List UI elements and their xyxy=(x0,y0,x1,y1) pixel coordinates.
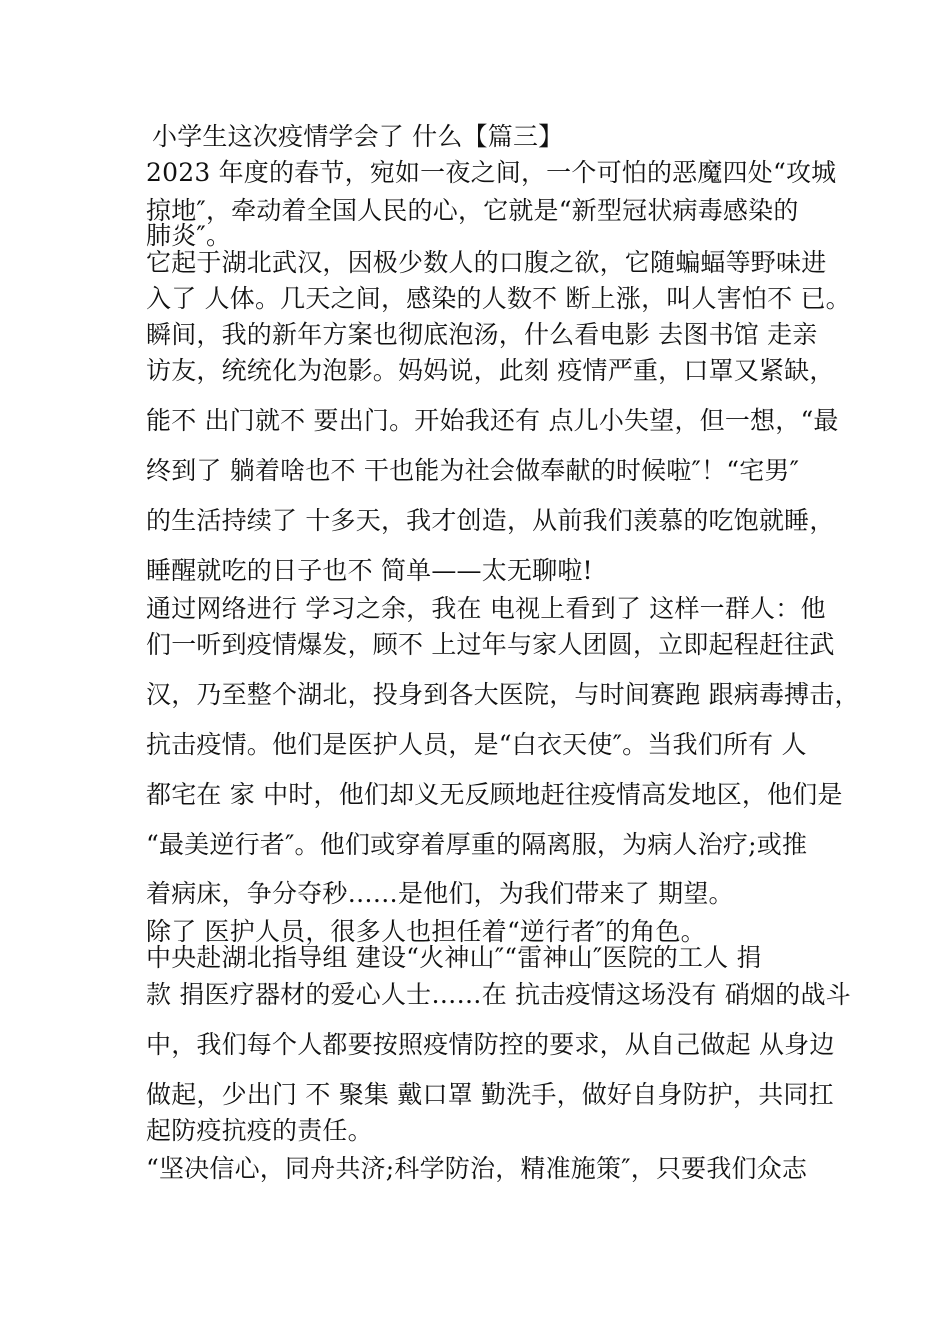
text-line: 汉，乃至整个湖北，投身到各大医院，与时间赛跑 跟病毒搏击， xyxy=(146,680,860,709)
text-line: 中，我们每个人都要按照疫情防控的要求，从自己做起 从身边 xyxy=(146,1030,835,1059)
text-line: 2023 年度的春节，宛如一夜之间，一个可怕的恶魔四处“攻城 xyxy=(146,158,837,187)
text-line: 入了 人体。几天之间，感染的人数不 断上涨，叫人害怕不 已。 xyxy=(146,284,851,313)
document-title: 小学生这次疫情学会了 什么【篇三】 xyxy=(152,122,564,151)
text-line: 做起，少出门 不 聚集 戴口罩 勤洗手，做好自身防护，共同扛 xyxy=(146,1080,834,1109)
text-line: “最美逆行者″。他们或穿着厚重的隔离服，为病人治疗;或推 xyxy=(146,830,808,859)
text-line: 能不 出门就不 要出门。开始我还有 点儿小失望，但一想，“最 xyxy=(146,406,839,435)
text-line: 都宅在 家 中时，他们却义无反顾地赶往疫情高发地区，他们是 xyxy=(146,780,843,809)
text-line: 起防疫抗疫的责任。 xyxy=(146,1116,373,1145)
text-line: 抗击疫情。他们是医护人员，是“白衣天使″。当我们所有 人 xyxy=(146,730,807,759)
text-line: 除了 医护人员，很多人也担任着“逆行者″的角色。 xyxy=(146,917,706,946)
text-line: 着病床，争分夺秒……是他们，为我们带来了 期望。 xyxy=(146,879,734,908)
text-line: 款 捐医疗器材的爱心人士……在 抗击疫情这场没有 硝烟的战斗 xyxy=(146,980,851,1009)
text-line: 通过网络进行 学习之余，我在 电视上看到了 这样一群人：他 xyxy=(146,594,826,623)
text-line: 肺炎″。 xyxy=(146,221,232,250)
text-line: 睡醒就吃的日子也不 简单——太无聊啦! xyxy=(146,556,593,585)
text-line: “坚决信心，同舟共济;科学防治，精准施策″，只要我们众志 xyxy=(146,1154,808,1183)
text-line: 终到了 躺着啥也不 干也能为社会做奉献的时候啦″！“宅男″ xyxy=(146,456,800,485)
text-line: 瞬间，我的新年方案也彻底泡汤，什么看电影 去图书馆 走亲 xyxy=(146,320,818,349)
text-line: 它起于湖北武汉，因极少数人的口腹之欲，它随蝙蝠等野味进 xyxy=(146,248,827,277)
text-line: 的生活持续了 十多天，我才创造，从前我们羡慕的吃饱就睡， xyxy=(146,506,835,535)
text-line: 中央赴湖北指导组 建设“火神山″“雷神山″医院的工人 捐 xyxy=(146,943,762,972)
text-line: 掠地″，牵动着全国人民的心，它就是“新型冠状病毒感染的 xyxy=(146,196,799,225)
text-line: 们一听到疫情爆发，顾不 上过年与家人团圆，立即起程赶往武 xyxy=(146,630,835,659)
text-line: 访友，统统化为泡影。妈妈说，此刻 疫情严重，口罩又紧缺， xyxy=(146,356,835,385)
